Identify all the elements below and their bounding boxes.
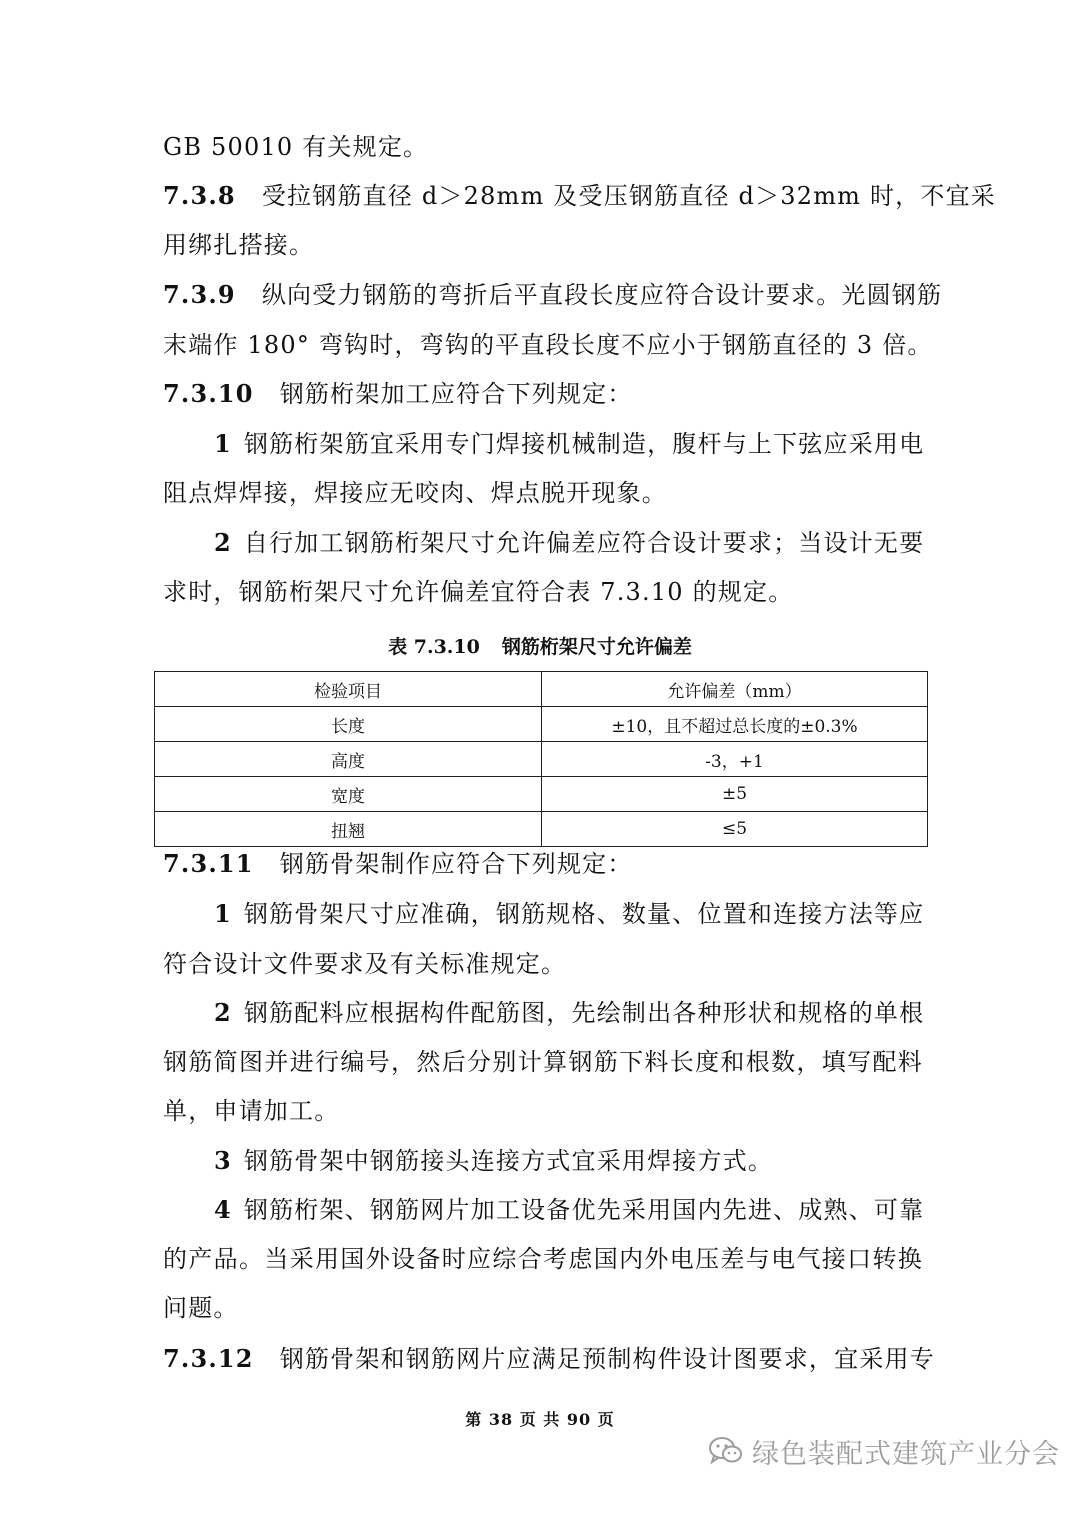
table-cell: ±10，且不超过总长度的±0.3% <box>542 707 928 742</box>
text-line: 的产品。当采用国外设备时应综合考虑国内外电压差与电气接口转换 <box>163 1245 923 1273</box>
table-row <box>155 777 928 812</box>
text-line: 求时，钢筋桁架尺寸允许偏差宜符合表 7.3.10 的规定。 <box>163 578 794 606</box>
text-line: 钢筋简图并进行编号，然后分别计算钢筋下料长度和根数，填写配料 <box>163 1048 923 1076</box>
clause-number: 7.3.11 <box>163 849 254 878</box>
wechat-icon <box>708 1435 744 1467</box>
clause-number: 7.3.8 <box>163 181 236 210</box>
text-line: 符合设计文件要求及有关标准规定。 <box>163 950 567 978</box>
table-header-cell: 检验项目 <box>155 672 542 707</box>
page-footer: 第 38 页 共 90 页 <box>465 1410 615 1429</box>
clause-number: 7.3.10 <box>163 379 254 408</box>
item-1: 1 钢筋骨架尺寸应准确，钢筋规格、数量、位置和连接方法等应 <box>214 899 925 928</box>
item-number: 4 <box>214 1195 232 1224</box>
text-line: 单，申请加工。 <box>163 1097 340 1125</box>
item-2: 2 钢筋配料应根据构件配筋图，先绘制出各种形状和规格的单根 <box>214 998 925 1027</box>
table-caption-number: 表 7.3.10 <box>388 636 480 658</box>
item-number: 3 <box>214 1146 232 1175</box>
table-row <box>155 707 928 742</box>
text-line: 问题。 <box>163 1294 239 1322</box>
watermark-text: 绿色装配式建筑产业分会 <box>752 1438 1060 1470</box>
table-cell: ≤5 <box>542 812 928 847</box>
table-header-cell: 允许偏差（mm） <box>542 672 928 707</box>
table-cell: ±5 <box>542 777 928 812</box>
item-number: 2 <box>214 998 232 1027</box>
text-line: 阻点焊焊接，焊接应无咬肉、焊点脱开现象。 <box>163 479 667 507</box>
table-row <box>155 742 928 777</box>
table-row <box>155 812 928 847</box>
text-line: 用绑扎搭接。 <box>163 231 315 259</box>
clause-7-3-10: 7.3.10 钢筋桁架加工应符合下列规定： <box>163 379 633 408</box>
table-cell: 长度 <box>155 707 542 742</box>
table-cell: 高度 <box>155 742 542 777</box>
item-2: 2 自行加工钢筋桁架尺寸允许偏差应符合设计要求；当设计无要 <box>214 528 925 557</box>
item-number: 2 <box>214 528 232 557</box>
item-1: 1 钢筋桁架筋宜采用专门焊接机械制造，腹杆与上下弦应采用电 <box>214 429 925 458</box>
item-number: 1 <box>214 899 232 928</box>
clause-7-3-12: 7.3.12 钢筋骨架和钢筋网片应满足预制构件设计图要求，宜采用专 <box>163 1344 935 1373</box>
table-header-row <box>155 672 928 707</box>
table-caption <box>0 632 1080 662</box>
clause-7-3-11: 7.3.11 钢筋骨架制作应符合下列规定： <box>163 849 633 878</box>
table-cell: 宽度 <box>155 777 542 812</box>
clause-7-3-9: 7.3.9 纵向受力钢筋的弯折后平直段长度应符合设计要求。光圆钢筋 <box>163 280 943 309</box>
clause-number: 7.3.12 <box>163 1344 254 1373</box>
table-caption-title: 钢筋桁架尺寸允许偏差 <box>501 636 692 658</box>
item-4: 4 钢筋桁架、钢筋网片加工设备优先采用国内先进、成熟、可靠 <box>214 1195 925 1224</box>
table-cell: 扭翘 <box>155 812 542 847</box>
watermark <box>708 1431 1060 1471</box>
text-line: 末端作 180° 弯钩时，弯钩的平直段长度不应小于钢筋直径的 3 倍。 <box>163 331 933 359</box>
item-3: 3 钢筋骨架中钢筋接头连接方式宜采用焊接方式。 <box>214 1146 774 1175</box>
clause-7-3-8: 7.3.8 受拉钢筋直径 d＞28mm 及受压钢筋直径 d＞32mm 时，不宜采 <box>163 181 996 210</box>
item-number: 1 <box>214 429 232 458</box>
tolerance-table <box>154 671 928 847</box>
table-cell: -3，+1 <box>542 742 928 777</box>
clause-number: 7.3.9 <box>163 280 236 309</box>
text-line: GB 50010 有关规定。 <box>163 133 429 161</box>
